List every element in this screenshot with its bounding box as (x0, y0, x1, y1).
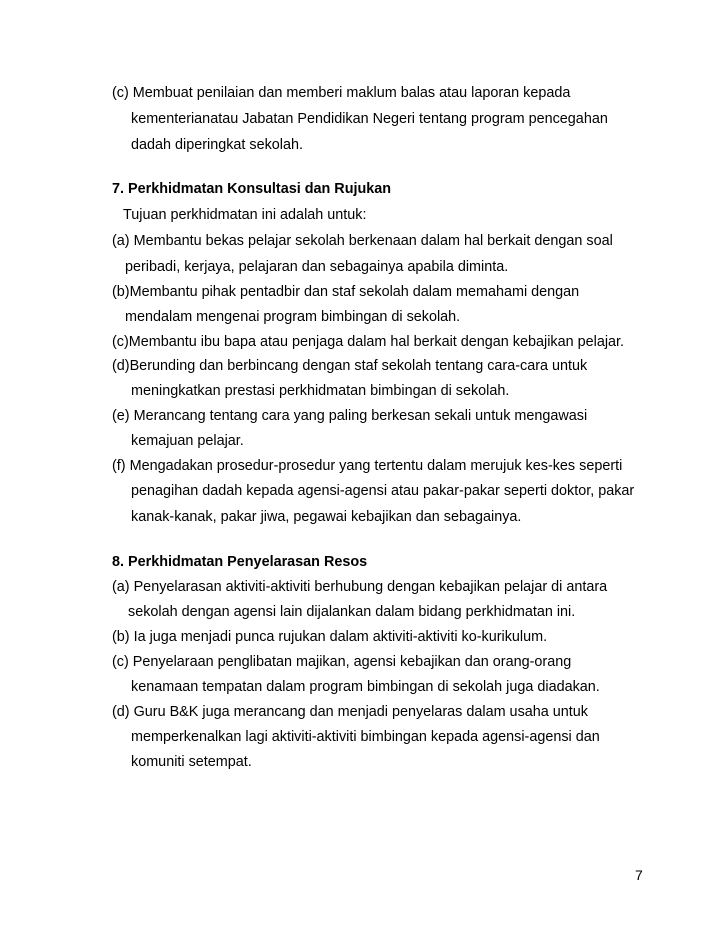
text-line: (a) Membantu bekas pelajar sekolah berkenaan dalam hal berkait dengan soal (112, 233, 613, 249)
text-line: mendalam mengenai program bimbingan di sekolah. (125, 309, 461, 325)
text-line: kemajuan pelajar. (131, 433, 244, 449)
text-line: (a) Penyelarasan aktiviti-aktiviti berhubung dengan kebajikan pelajar di antara (112, 579, 608, 595)
section-heading: 7. Perkhidmatan Konsultasi dan Rujukan (112, 181, 392, 197)
text-line: (c)Membantu ibu bapa atau penjaga dalam hal berkait dengan kebajikan pelajar. (112, 334, 625, 350)
text-line: kementerianatau Jabatan Pendidikan Negeri tentang program pencegahan (131, 111, 608, 127)
text-line: komuniti setempat. (131, 754, 252, 770)
text-line: penagihan dadah kepada agensi-agensi atau pakar-pakar seperti doktor, pakar (131, 483, 635, 499)
text-line: (d)Berunding dan berbincang dengan staf sekolah tentang cara-cara untuk (112, 358, 588, 374)
text-line: kanak-kanak, pakar jiwa, pegawai kebajikan dan sebagainya. (131, 509, 522, 525)
text-line: (e) Merancang tentang cara yang paling berkesan sekali untuk mengawasi (112, 408, 588, 424)
text-line: (b) Ia juga menjadi punca rujukan dalam aktiviti-aktiviti ko-kurikulum. (112, 629, 548, 645)
section-heading: 8. Perkhidmatan Penyelarasan Resos (112, 554, 368, 570)
text-line: Tujuan perkhidmatan ini adalah untuk: (123, 207, 367, 223)
text-line: dadah diperingkat sekolah. (131, 137, 304, 153)
text-line: kenamaan tempatan dalam program bimbingan di sekolah juga diadakan. (131, 679, 600, 695)
text-line: meningkatkan prestasi perkhidmatan bimbingan di sekolah. (131, 383, 510, 399)
page-number: 7 (635, 867, 643, 883)
text-line: peribadi, kerjaya, pelajaran dan sebagainya apabila diminta. (125, 259, 509, 275)
text-line: (c) Penyelaraan penglibatan majikan, agensi kebajikan dan orang-orang (112, 654, 572, 670)
text-line: (f) Mengadakan prosedur-prosedur yang tertentu dalam merujuk kes-kes seperti (112, 458, 623, 474)
text-line: sekolah dengan agensi lain dijalankan dalam bidang perkhidmatan ini. (128, 604, 576, 620)
text-line: (c) Membuat penilaian dan memberi maklum balas atau laporan kepada (112, 85, 571, 101)
text-line: (d) Guru B&K juga merancang dan menjadi penyelaras dalam usaha untuk (112, 704, 588, 720)
text-line: (b)Membantu pihak pentadbir dan staf sekolah dalam memahami dengan (112, 284, 580, 300)
text-line: memperkenalkan lagi aktiviti-aktiviti bimbingan kepada agensi-agensi dan (131, 729, 600, 745)
